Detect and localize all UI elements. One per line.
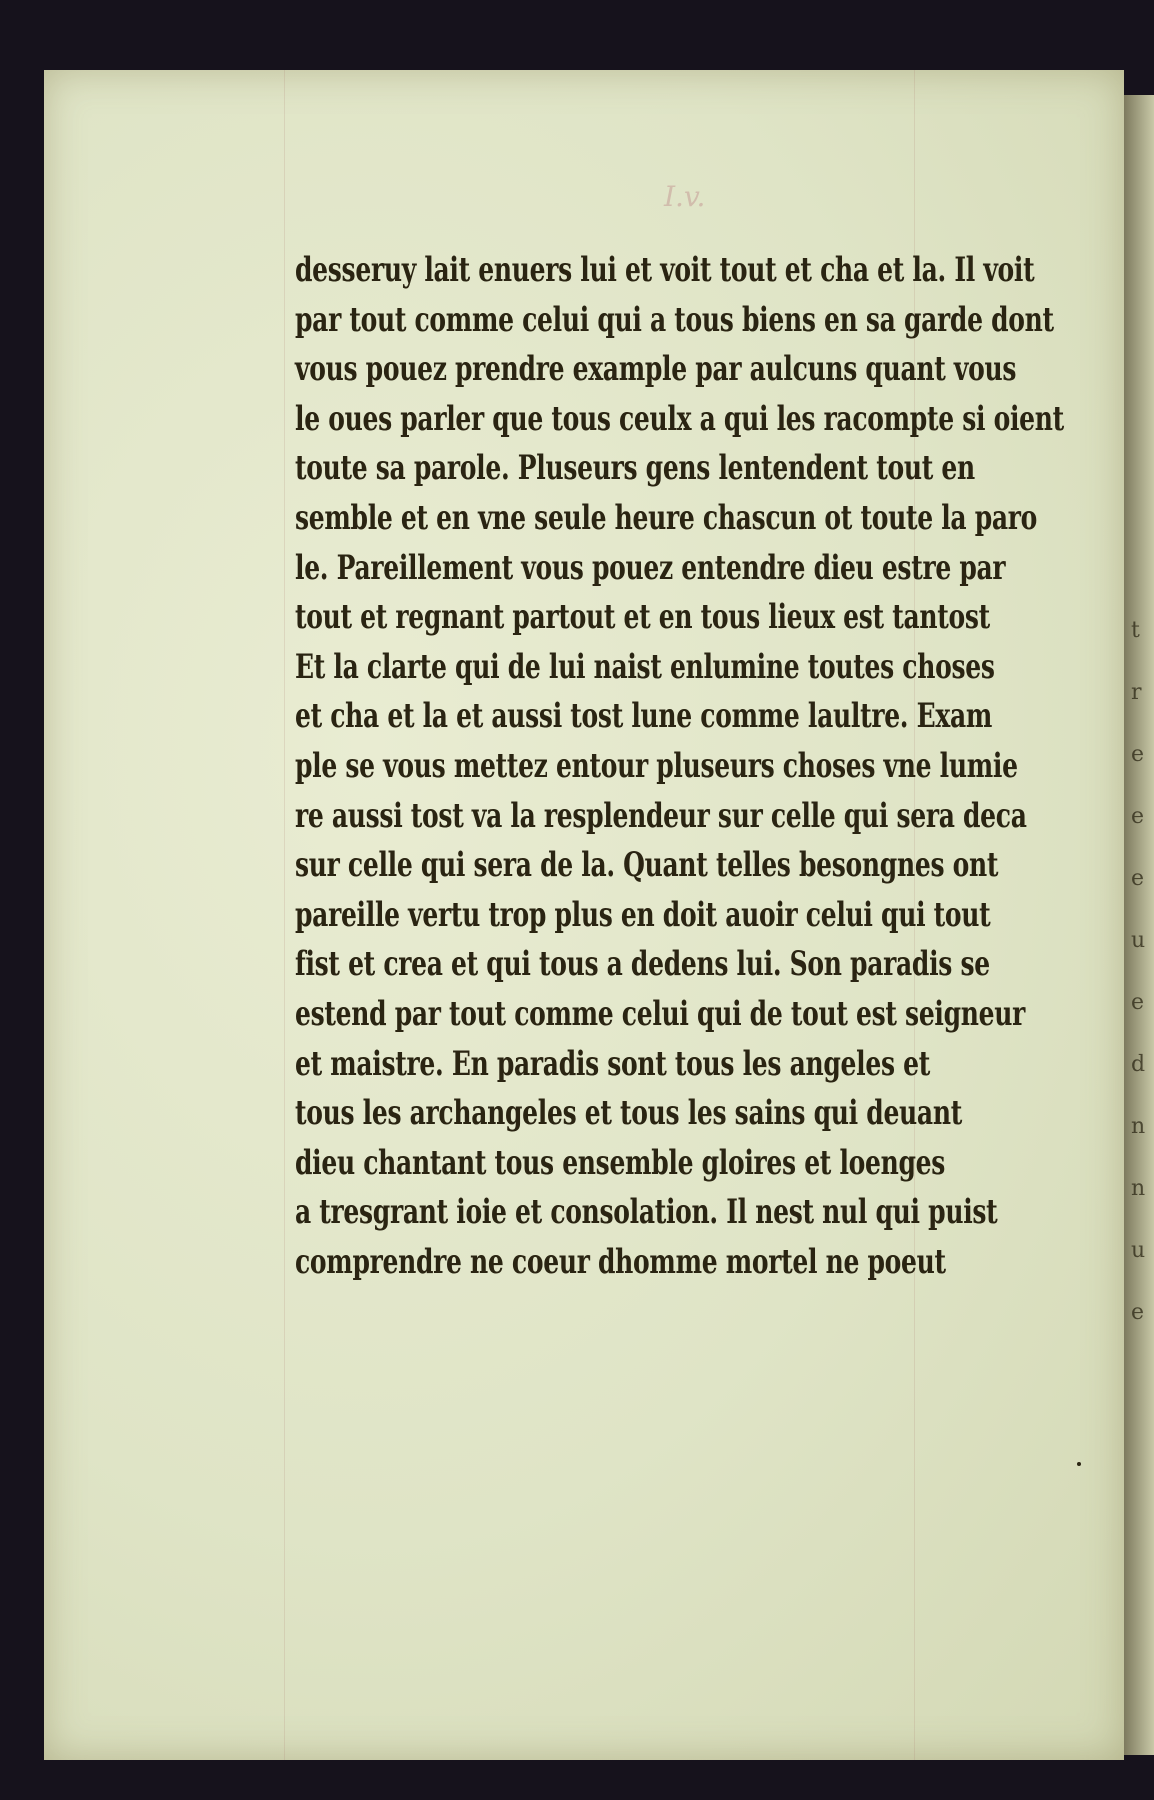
- text-line: vous pouez prendre example par aulcuns quant vous: [295, 349, 1017, 389]
- next-leaf-letters: [1131, 600, 1151, 1344]
- text-line: re aussi tost va la resplendeur sur celle qui sera deca: [295, 795, 1027, 835]
- edge-letter: n: [1131, 1114, 1146, 1139]
- edge-letter: u: [1131, 1238, 1146, 1263]
- text-line: par tout comme celui qui a tous biens en sa garde dont: [295, 299, 1054, 339]
- edge-letter: r: [1131, 680, 1142, 705]
- text-line: le oues parler que tous ceulx a qui les racompte si oient: [295, 398, 1064, 438]
- running-head: I.v.: [664, 180, 706, 213]
- edge-letter: e: [1131, 804, 1145, 829]
- text-block: [295, 245, 1115, 1286]
- text-line: pareille vertu trop plus en doit auoir celui qui tout: [295, 894, 991, 934]
- text-line: toute sa parole. Pluseurs gens lentendent tout en: [295, 448, 975, 488]
- text-line: le. Pareillement vous pouez entendre dieu estre par: [295, 547, 1006, 587]
- edge-letter: e: [1131, 990, 1145, 1015]
- text-line: tout et regnant partout et en tous lieux est tantost: [295, 596, 990, 637]
- text-line: ple se vous mettez entour pluseurs choses vne lumie: [295, 745, 1018, 785]
- ruling-line-left: [284, 70, 285, 1760]
- text-line: desseruy lait enuers lui et voit tout et cha et la. Il voit: [295, 249, 1035, 289]
- text-line: comprendre ne coeur dhomme mortel ne poeut: [295, 1241, 946, 1281]
- text-line: fist et crea et qui tous a dedens lui. Son paradis se: [295, 944, 990, 984]
- text-line: dieu chantant tous ensemble gloires et loenges: [295, 1142, 946, 1182]
- edge-letter: n: [1131, 1176, 1146, 1201]
- edge-letter: d: [1131, 1052, 1146, 1077]
- edge-letter: t: [1131, 618, 1140, 643]
- text-line: et cha et la et aussi tost lune comme laultre. Exam: [295, 696, 993, 736]
- text-line: Et la clarte qui de lui naist enlumine toutes choses: [295, 646, 995, 686]
- edge-letter: e: [1131, 1300, 1145, 1325]
- text-line: et maistre. En paradis sont tous les angeles et: [295, 1043, 930, 1083]
- edge-letter: e: [1131, 742, 1145, 767]
- edge-letter: e: [1131, 866, 1145, 891]
- text-line: a tresgrant ioie et consolation. Il nest nul qui puist: [295, 1192, 998, 1232]
- text-line: tous les archangeles et tous les sains qui deuant: [295, 1092, 962, 1133]
- text-line: estend par tout comme celui qui de tout est seigneur: [295, 993, 1026, 1033]
- text-line: semble et en vne seule heure chascun ot toute la paro: [295, 497, 1038, 537]
- edge-letter: u: [1131, 928, 1146, 953]
- ink-dot: [1077, 1462, 1081, 1466]
- text-line: sur celle qui sera de la. Quant telles besongnes ont: [295, 844, 999, 885]
